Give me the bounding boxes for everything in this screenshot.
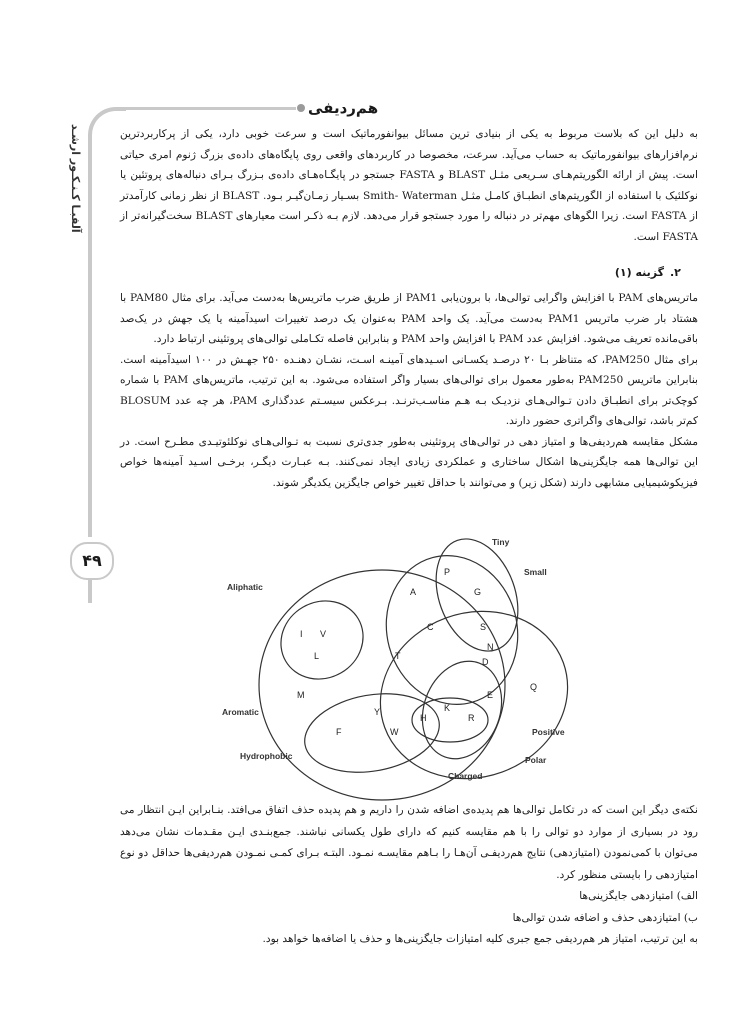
amino-acid-I: I [300, 629, 303, 639]
conclusion-text: به این ترتیب، امتیاز هر هم‌ردیفی جمع جبری کلیه امتیازات جایگزینی‌ها و حذف یا اضافه‌ها خواهد بود. [262, 933, 698, 945]
amino-acid-T: T [395, 651, 401, 661]
amino-acid-P: P [444, 567, 451, 577]
bottom-section [120, 800, 698, 951]
amino-acid-N: N [487, 642, 494, 652]
amino-acid-W: W [390, 727, 399, 737]
page-number: ۴۹ [70, 542, 114, 580]
label-positive: Positive [532, 727, 565, 737]
label-polar: Polar [525, 755, 547, 765]
amino-acid-venn-diagram [212, 535, 565, 785]
label-hydrophobic: Hydrophobic [240, 751, 293, 761]
amino-acid-C: C [427, 622, 434, 632]
list-item-indel: ب) امتیازدهی حذف و اضافه شدن توالی‌ها [512, 911, 698, 924]
paragraph-pam-matrices: ماتریس‌های PAM با افزایش واگرایی توالی‌ها، با برون‌یابی PAM1 از طریق ضرب ماتریس‌ها به‌دست می‌آید. برای مثال PAM80 با هشتاد بار ضرب ماتریس PAM1 به‌دست می‌آید. یک واحد PAM به‌عنوان یک درصد تغییرات اسیدآمینه یا یک جهش در یک‌صد باقی‌مانده تعریف می‌شود. افزایش عدد PAM با افزایش واحد PAM و بنابراین فاصله تکـاملی توالی‌های پروتئینی ارتباط دارد. [120, 292, 699, 345]
paragraph-protein-alignment: مشکل مقایسه هم‌ردیفی‌ها و امتیاز دهی در توالی‌های پروتئینی به‌طور جدی‌تری نسبت به تـوالی‌هـای نوکلئوتیـدی مطـرح است. در این توالی‌ها همه جایگزینی‌ها اشکال ساختاری و عملکردی زیادی ایجاد نمی‌کنند. بـه عبـارت دیگـر، برخـی اسـید آمینه‌ها خواص فیزیکوشیمیایی مشابهی دارند (شکل زیر) و می‌توانند با حداقل تغییر خواص جایگزین یکدیگر شوند. [120, 435, 698, 489]
answer-option-heading: گزینه (۱) [614, 266, 664, 279]
set-aromatic-ellipse [298, 684, 445, 782]
bottom-paragraph: نکته‌ی دیگر این است که در تکامل توالی‌ها هم پدیده‌ی اضافه شدن را داریم و هم پدیده حذف اتفاق می‌افتد. بنـابراین ایـن انتظار می رود در بسیاری از موارد دو توالی را با هم مقایسه کنیم که دارای طول یکسانی نباشند. جمع‌بنـدی ایـن مقـدمات نشان می‌دهد می‌توان با کمی‌نمودن (امتیازدهی) نتایج هم‌ردیفـی آن‌هـا را بـاهم مقایسـه نمـود. البتـه بـرای کمـی نمـودن هم‌ردیفی‌ها حداقل دو نوع امتیازدهی را بایستی منظور کرد. [120, 804, 698, 881]
side-rule-lower [88, 578, 92, 603]
amino-acid-Q: Q [530, 682, 538, 692]
question-number: .۲ [670, 266, 681, 279]
amino-acid-R: R [468, 713, 475, 723]
amino-acid-V: V [320, 629, 327, 639]
amino-acid-Y: Y [374, 707, 381, 717]
amino-acid-M: M [297, 690, 305, 700]
label-aromatic: Aromatic [222, 707, 259, 717]
intro-paragraph-text: به دلیل این که بلاست مربوط به یکی از بنیادی ترین مسائل بیوانفورماتیک است و سرعت خوبی دارد، یکی از پرکاربردترین نرم‌افزارهای بیوانفورماتیک به حساب می‌آید. سرعت، مخصوصا در کاربردهای واقعی روی پایگاه‌های داده‌ی بزرگ ژنوم امری حیاتی است. پیش از ارائه الگوریتم‌هـای سـریعی مثـل BLAST و FASTA جستجو در پایگـاه‌هـای داده‌ی بـزرگ بـرای دنباله‌های پروتئین یا نوکلئیک با استفاده از الگوریتم‌های انطبـاق کامـل مثـل Smith- Waterman بسـیار زمـان‌گیـر بـود. BLAST از نظر زمانی کارآمدتر از FASTA است. زیرا الگوهای مهم‌تر در دنباله را مورد جستجو قرار می‌دهد. لازم بـه ذکـر است معیارهای BLAST سخت‌گیرانه‌تر از FASTA است. [120, 128, 699, 243]
amino-acid-S: S [480, 622, 487, 632]
amino-acid-L: L [314, 651, 320, 661]
label-tiny: Tiny [492, 537, 510, 547]
set-aliphatic-ellipse [267, 586, 378, 694]
amino-acid-E: E [487, 690, 494, 700]
amino-acid-F: F [336, 727, 342, 737]
answer-body [120, 288, 698, 493]
label-aliphatic: Aliphatic [227, 582, 263, 592]
amino-acid-H: H [420, 713, 427, 723]
side-rule [88, 145, 92, 537]
amino-acid-A: A [410, 587, 417, 597]
set-charged-ellipse [409, 650, 515, 770]
header-bullet-icon [297, 104, 305, 112]
book-series-label: آلفبـا کـنـکـور ارشـد [69, 124, 82, 233]
amino-acid-G: G [474, 587, 482, 597]
chapter-title: هم‌ردیفی [308, 99, 379, 117]
intro-paragraph [120, 124, 698, 247]
amino-acid-D: D [482, 657, 489, 667]
label-small: Small [524, 567, 547, 577]
set-small-ellipse [370, 541, 534, 720]
paragraph-pam250: برای مثال PAM250، که متناظر بـا ۲۰ درصـد یکسـانی اسـیدهای آمینـه اسـت، نشـان دهنـده ۲۵۰ جهـش در ۱۰۰ اسیدآمینه است. بنابراین ماتریس PAM250 به‌طور معمول برای توالی‌های بسیار واگر استفاده می‌شود. به این ترتیب، ماتریس‌های PAM با شماره کوچک‌تر برای انطبـاق دادن تـوالی‌هـای نزدیـک بـه هـم مناسـب‌ترنـد. بـرعکس سیسـتم عددگذاری PAM، هر چه عدد BLOSUM کم‌تر باشد، توالی‌های واگراتری حضور دارند. [120, 353, 699, 427]
header-rule [118, 107, 296, 110]
label-charged: Charged [448, 771, 483, 781]
amino-acid-K: K [444, 703, 451, 713]
list-item-substitution: الف) امتیازدهی جایگزینی‌ها [579, 890, 698, 902]
